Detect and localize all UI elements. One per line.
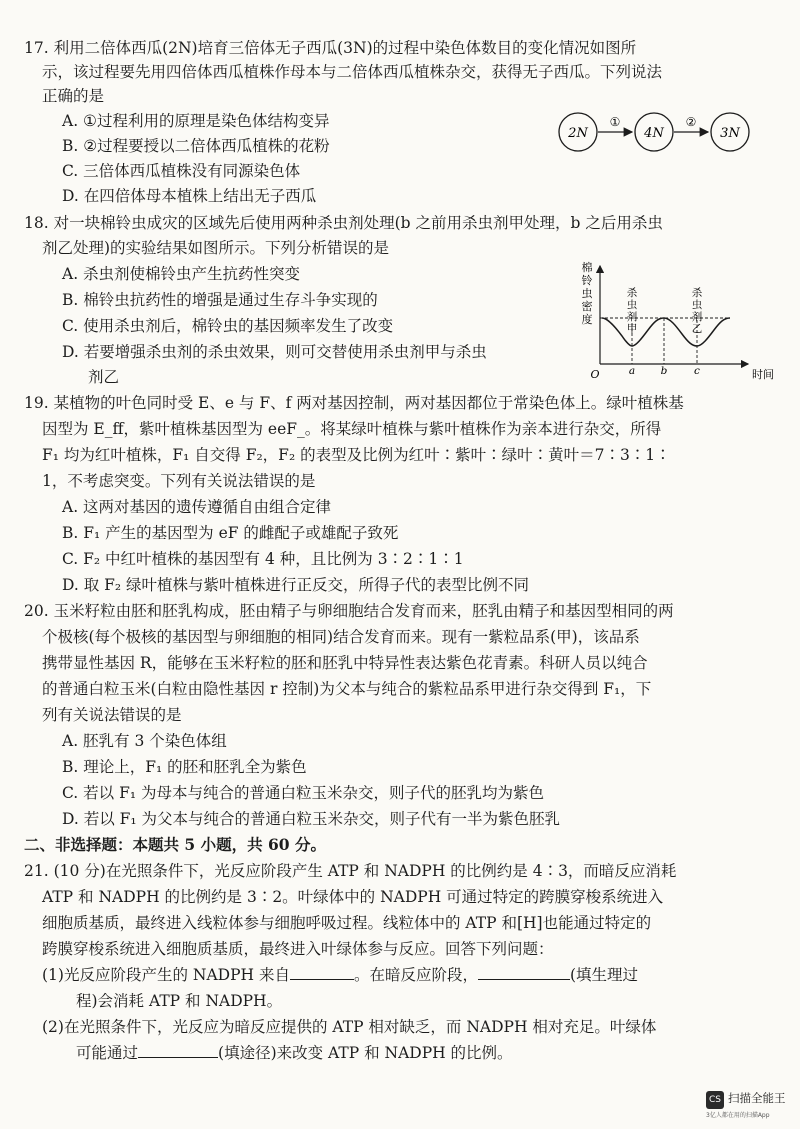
q21-part-2-line-2 <box>76 1042 513 1064</box>
q18-option-d-continued: 剂乙 <box>88 368 120 386</box>
density-curve <box>602 318 730 346</box>
q18-option-b: B. 棉铃虫抗药性的增强是通过生存斗争实现的 <box>62 291 378 309</box>
q18-option-c: C. 使用杀虫剂后，棉铃虫的基因频率发生了改变 <box>62 317 394 335</box>
q20-stem-line-3: 携带显性基因 R，能够在玉米籽粒的胚和胚乳中特异性表达紫色花青素。科研人员以纯合 <box>42 654 648 672</box>
q19-option-c: C. F₂ 中红叶植株的基因型有 4 种，且比例为 3∶2∶1∶1 <box>62 550 464 568</box>
pesticide-b-char-2: 虫 <box>691 299 703 311</box>
q19-option-d: D. 取 F₂ 绿叶植株与紫叶植株进行正反交，所得子代的表型比例不同 <box>62 576 530 594</box>
pesticide-b-char-1: 杀 <box>691 287 703 299</box>
pesticide-b-char-3: 剂 <box>691 311 703 323</box>
q21-part-1-text-a: (1)光反应阶段产生的 NADPH 来自 <box>42 966 290 984</box>
flow-node-4n-label: 4N <box>644 126 664 141</box>
q21-stem-line-3: 细胞质基质，最终进入线粒体参与细胞呼吸过程。线粒体中的 ATP 和[H]也能通过特定的 <box>42 914 652 932</box>
pesticide-b-char-4: 乙 <box>691 323 703 335</box>
q20-option-a: A. 胚乳有 3 个染色体组 <box>62 732 227 750</box>
pesticide-a-char-3: 剂 <box>626 311 638 323</box>
q20-option-c: C. 若以 F₁ 为母本与纯合的普通白粒玉米杂交，则子代的胚乳均为紫色 <box>62 784 544 802</box>
q18-pest-density-chart <box>570 260 778 384</box>
scanner-watermark <box>706 1089 796 1117</box>
q17-option-a: A. ①过程利用的原理是染色体结构变异 <box>62 112 330 130</box>
y-label-char-4: 密 <box>581 300 593 313</box>
q20-option-b: B. 理论上，F₁ 的胚和胚乳全为紫色 <box>62 758 307 776</box>
origin-label: O <box>590 368 600 381</box>
q17-stem-line-1: 17. 利用二倍体西瓜(2N)培育三倍体无子西瓜(3N)的过程中染色体数目的变化情况如图所 <box>24 39 637 57</box>
q21-stem-line-1: 21. (10 分)在光照条件下，光反应阶段产生 ATP 和 NADPH 的比例约是 4∶3，而暗反应消耗 <box>24 862 677 880</box>
flow-node-2n-label: 2N <box>568 126 588 141</box>
q19-stem-line-1: 19. 某植物的叶色同时受 E、e 与 F、f 两对基因控制，两对基因都位于常染色体上。绿叶植株基 <box>24 394 684 412</box>
q17-stem-line-2: 示，该过程要先用四倍体西瓜植株作母本与二倍体西瓜植株杂交，获得无子西瓜。下列说法 <box>42 63 663 81</box>
flow-step-1-label: ① <box>609 115 621 129</box>
q21-stem-line-4: 跨膜穿梭系统进入细胞质基质，最终进入叶绿体参与反应。回答下列问题： <box>42 940 554 958</box>
q21-blank-2[interactable] <box>478 965 570 980</box>
scanner-app-name: 扫描全能王 <box>728 1091 786 1105</box>
y-label-char-2: 铃 <box>581 274 593 287</box>
q21-part-1-text-b: 。在暗反应阶段， <box>353 966 478 984</box>
pesticide-a-char-1: 杀 <box>626 287 638 299</box>
q21-part-2-text-a: 可能通过 <box>76 1044 139 1062</box>
x-axis-label: 时间 <box>752 368 774 381</box>
scanner-logo-icon: CS <box>706 1091 724 1109</box>
q19-stem-line-3: F₁ 均为红叶植株，F₁ 自交得 F₂，F₂ 的表型及比例为红叶∶紫叶∶绿叶∶黄叶＝7∶3∶1∶ <box>42 446 671 464</box>
section-heading: 二、非选择题：本题共 5 小题，共 60 分。 <box>24 835 326 854</box>
pesticide-a-char-4: 甲 <box>626 323 638 335</box>
q21-stem-line-2: ATP 和 NADPH 的比例约是 3∶2。叶绿体中的 NADPH 可通过特定的跨膜穿梭系统进入 <box>42 888 664 906</box>
flow-node-3n-label: 3N <box>720 126 740 141</box>
q19-option-b: B. F₁ 产生的基因型为 eF 的雌配子或雄配子致死 <box>62 524 399 542</box>
q18-stem-line-1: 18. 对一块棉铃虫成灾的区域先后使用两种杀虫剂处理(b 之前用杀虫剂甲处理，b 之后用杀虫 <box>24 214 663 232</box>
y-label-char-5: 度 <box>581 313 593 326</box>
q19-stem-line-4: 1，不考虑突变。下列有关说法错误的是 <box>42 472 316 490</box>
q18-option-a: A. 杀虫剂使棉铃虫产生抗药性突变 <box>62 265 301 283</box>
tick-a: a <box>628 365 636 377</box>
q20-stem-line-1: 20. 玉米籽粒由胚和胚乳构成，胚由精子与卵细胞结合发育而来，胚乳由精子和基因型相同的两 <box>24 602 674 620</box>
q21-part-1-text-c: (填生理过 <box>569 966 639 984</box>
tick-c: c <box>694 365 700 377</box>
q18-option-d: D. 若要增强杀虫剂的杀虫效果，则可交替使用杀虫剂甲与杀虫 <box>62 343 487 361</box>
q17-chromosome-flow-diagram <box>556 108 756 154</box>
q17-option-c: C. 三倍体西瓜植株没有同源染色体 <box>62 162 301 180</box>
q18-stem-line-2: 剂乙处理)的实验结果如图所示。下列分析错误的是 <box>42 239 390 257</box>
q21-part-1-continued: 程)会消耗 ATP 和 NADPH。 <box>76 992 283 1010</box>
scanner-tagline: 3亿人都在用的扫描App <box>706 1112 770 1119</box>
q21-part-2-line-1: (2)在光照条件下，光反应为暗反应提供的 ATP 相对缺乏，而 NADPH 相对充足。叶绿体 <box>42 1018 657 1036</box>
pesticide-a-char-2: 虫 <box>626 299 638 311</box>
q17-option-b: B. ②过程要授以二倍体西瓜植株的花粉 <box>62 137 330 155</box>
q20-stem-line-2: 个极核(每个极核的基因型与卵细胞的相同)结合发育而来。现有一紫粒品系(甲)，该品系 <box>42 628 640 646</box>
q20-stem-line-4: 的普通白粒玉米(白粒由隐性基因 r 控制)为父本与纯合的紫粒品系甲进行杂交得到 F₁，下 <box>42 680 652 698</box>
tick-b: b <box>660 365 668 377</box>
y-label-char-3: 虫 <box>581 287 593 300</box>
q21-blank-1[interactable] <box>290 965 354 980</box>
q19-stem-line-2: 因型为 E_ff，紫叶植株基因型为 eeF_。将某绿叶植株与紫叶植株作为亲本进行杂交，所得 <box>42 420 662 438</box>
q17-option-d: D. 在四倍体母本植株上结出无子西瓜 <box>62 187 317 205</box>
flow-step-2-label: ② <box>685 115 697 129</box>
q17-stem-line-3: 正确的是 <box>42 87 105 105</box>
y-label-char-1: 棉 <box>581 261 593 274</box>
q21-part-2-text-b: (填途径)来改变 ATP 和 NADPH 的比例。 <box>218 1044 513 1062</box>
q21-blank-3[interactable] <box>138 1043 218 1058</box>
q19-option-a: A. 这两对基因的遗传遵循自由组合定律 <box>62 498 332 516</box>
q20-option-d: D. 若以 F₁ 为父本与纯合的普通白粒玉米杂交，则子代有一半为紫色胚乳 <box>62 810 561 828</box>
q20-stem-line-5: 列有关说法错误的是 <box>42 706 182 724</box>
q21-part-1 <box>42 964 638 986</box>
